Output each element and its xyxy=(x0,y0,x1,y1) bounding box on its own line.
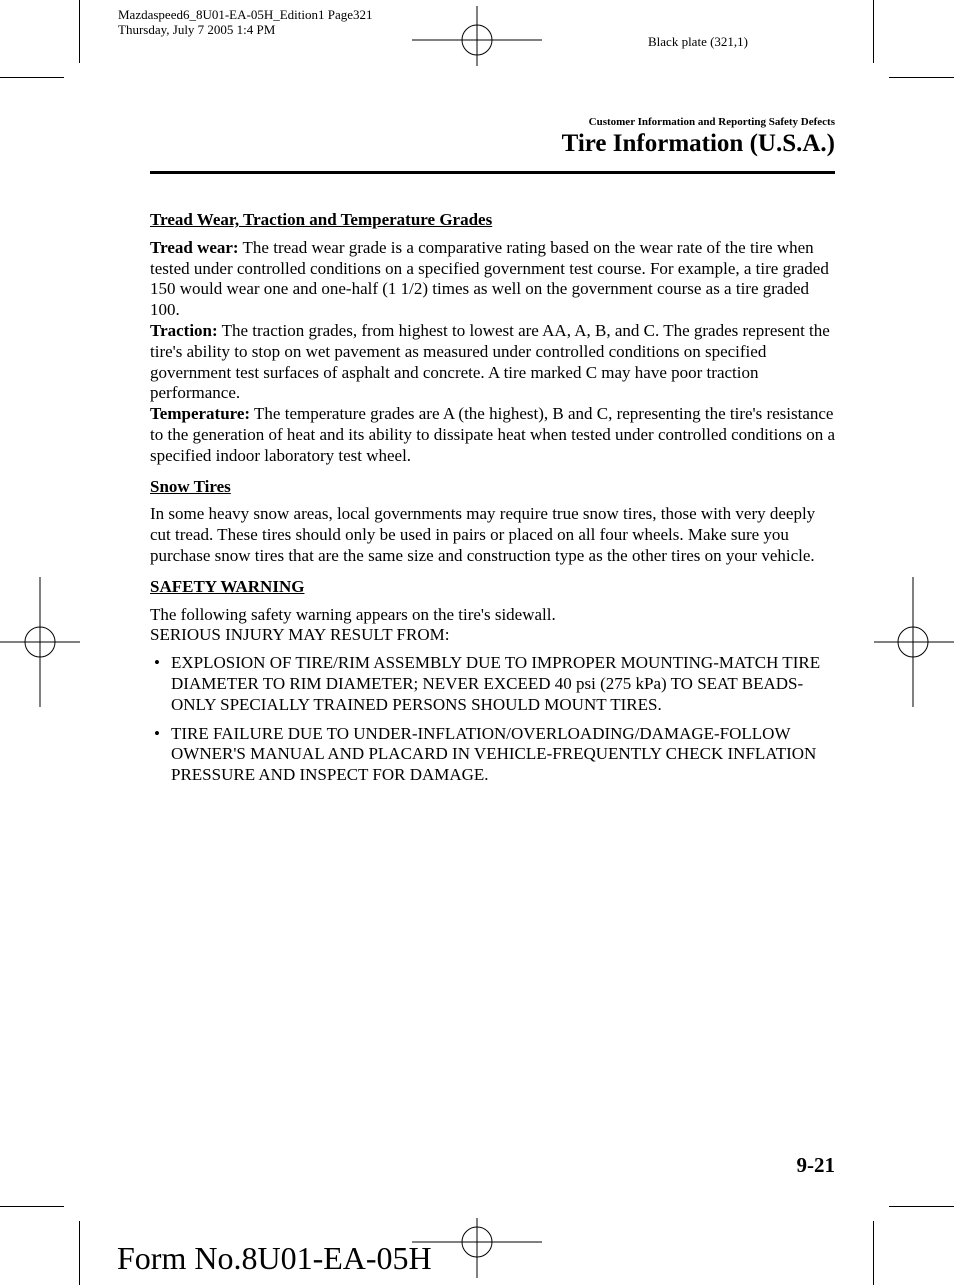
safety-warning-intro: The following safety warning appears on the tire's sidewall. xyxy=(150,604,556,624)
snow-tires-section xyxy=(150,477,836,567)
crop-mark-top-right-vertical xyxy=(873,0,874,63)
crop-mark-bottom-left-vertical xyxy=(79,1221,80,1285)
crop-mark-top-left-horizontal xyxy=(0,77,64,78)
print-info-file: Mazdaspeed6_8U01-EA-05H_Edition1 Page321 xyxy=(118,7,373,22)
plate-label: Black plate (321,1) xyxy=(648,34,748,49)
traction-paragraph xyxy=(150,321,836,404)
safety-warning-subhead: SERIOUS INJURY MAY RESULT FROM: xyxy=(150,625,450,645)
registration-mark-left-icon xyxy=(0,577,80,707)
tread-wear-text: The tread wear grade is a comparative rating based on the wear rate of the tire when tested under controlled conditions on a specified government test course. For example, a tire graded 150 would wear one and one-half (1 1/2) times as well on the government course as a tire graded 100. xyxy=(150,237,829,320)
bullet-icon: • xyxy=(154,653,160,673)
list-item-text: EXPLOSION OF TIRE/RIM ASSEMBLY DUE TO IMPROPER MOUNTING-MATCH TIRE DIAMETER TO RIM DIAMETER; NEVER EXCEED 40 psi (275 kPa) TO SEAT BEADS-ONLY SPECIALLY TRAINED PERSONS SHOULD MOUNT TIRES. xyxy=(171,653,821,714)
registration-mark-right-icon xyxy=(874,577,954,707)
crop-mark-bottom-right-vertical xyxy=(873,1221,874,1285)
bullet-icon: • xyxy=(154,723,160,743)
print-info xyxy=(118,7,373,37)
crop-mark-top-right-horizontal xyxy=(889,77,954,78)
crop-mark-bottom-right-horizontal xyxy=(889,1206,954,1207)
crop-mark-top-left-vertical xyxy=(79,0,80,63)
grades-section xyxy=(150,210,836,467)
temperature-text: The temperature grades are A (the highest), B and C, representing the tire's resistance to the generation of heat and its ability to dissipate heat when tested under controlled conditions on a specified indoor laboratory test wheel. xyxy=(150,404,836,465)
registration-mark-top-icon xyxy=(412,6,542,66)
section-header: Customer Information and Reporting Safety Defects xyxy=(588,116,835,128)
list-item xyxy=(150,724,836,786)
safety-warning-section xyxy=(150,577,836,786)
traction-label: Traction: xyxy=(150,320,218,340)
tread-wear-label: Tread wear: xyxy=(150,237,239,257)
safety-warning-heading: SAFETY WARNING xyxy=(150,576,305,596)
safety-warning-list xyxy=(150,653,836,786)
list-item xyxy=(150,653,836,715)
snow-tires-heading: Snow Tires xyxy=(150,476,231,496)
temperature-label: Temperature: xyxy=(150,404,251,424)
page-number: 9-21 xyxy=(796,1153,835,1177)
grades-heading: Tread Wear, Traction and Temperature Grades xyxy=(150,210,493,229)
list-item-text: TIRE FAILURE DUE TO UNDER-INFLATION/OVERLOADING/DAMAGE-FOLLOW OWNER'S MANUAL AND PLACARD IN VEHICLE-FREQUENTLY CHECK INFLATION PRESSURE AND INSPECT FOR DAMAGE. xyxy=(171,723,817,785)
traction-text: The traction grades, from highest to lowest are AA, A, B, and C. The grades represent the tire's ability to stop on wet pavement as measured under controlled conditions on specified government test surfaces of asphalt and concrete. A tire marked C may have poor traction performance. xyxy=(150,320,830,403)
tread-wear-paragraph xyxy=(150,238,836,321)
temperature-paragraph xyxy=(150,404,836,466)
page-title: Tire Information (U.S.A.) xyxy=(561,130,835,157)
main-content xyxy=(150,210,836,794)
print-info-date: Thursday, July 7 2005 1:4 PM xyxy=(118,22,276,37)
form-number: Form No.8U01-EA-05H xyxy=(117,1240,432,1276)
title-rule xyxy=(150,171,835,174)
crop-mark-bottom-left-horizontal xyxy=(0,1206,64,1207)
snow-tires-text: In some heavy snow areas, local governments may require true snow tires, those with very deeply cut tread. These tires should only be used in pairs or placed on all four wheels. Make sure you purchase snow tires that are the same size and construction type as the other tires on your vehicle. xyxy=(150,504,816,565)
